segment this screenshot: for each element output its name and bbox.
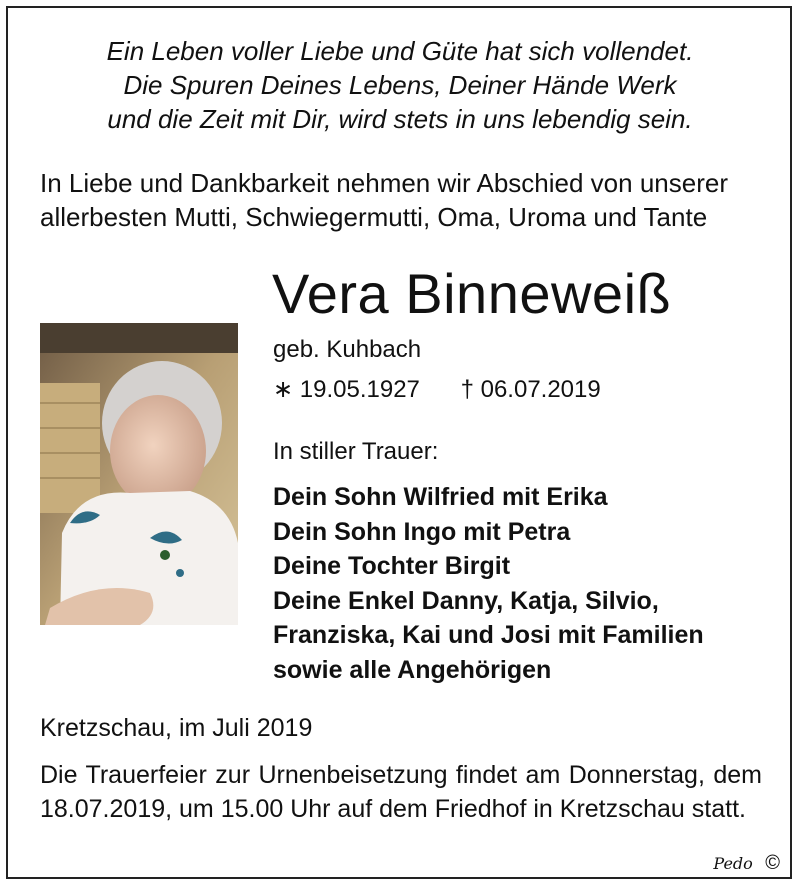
mourner-line: Deine Tochter Birgit bbox=[273, 552, 511, 580]
poem bbox=[0, 34, 800, 136]
intro-line: In Liebe und Dankbarkeit nehmen wir Abschied von unserer bbox=[40, 168, 728, 198]
intro-text bbox=[40, 166, 728, 234]
life-dates bbox=[273, 372, 601, 408]
poem-line: und die Zeit mit Dir, wird stets in uns lebendig sein. bbox=[107, 104, 693, 134]
mourner-line: Franziska, Kai und Josi mit Familien bbox=[273, 621, 704, 649]
mourner-line: Dein Sohn Ingo mit Petra bbox=[273, 517, 571, 546]
intro-line: allerbesten Mutti, Schwiegermutti, Oma, Uroma und Tante bbox=[40, 202, 708, 232]
death-cross-icon: † bbox=[460, 376, 474, 403]
mourners-list bbox=[273, 480, 704, 687]
place-date: Kretzschau, im Juli 2019 bbox=[40, 714, 313, 742]
mourner-line: Deine Enkel Danny, Katja, Silvio, bbox=[273, 586, 659, 615]
deceased-name: Vera Binneweiß bbox=[272, 262, 672, 325]
mourner-line: Dein Sohn Wilfried mit Erika bbox=[273, 483, 608, 511]
publisher-signature bbox=[713, 852, 780, 875]
birth-name: geb. Kuhbach bbox=[273, 336, 422, 363]
signature-text: Pedo bbox=[713, 854, 753, 873]
birth-star-icon: ∗ bbox=[273, 376, 294, 403]
portrait-photo bbox=[40, 323, 238, 625]
copyright-icon: © bbox=[765, 852, 780, 874]
ceremony-info: Die Trauerfeier zur Urnenbeisetzung findet am Donnerstag, dem 18.07.2019, um 15.00 Uhr auf dem Friedhof in Kretzschau statt. bbox=[40, 761, 762, 823]
birth-date: 19.05.1927 bbox=[299, 376, 420, 403]
poem-line: Die Spuren Deines Lebens, Deiner Hände Werk bbox=[123, 70, 677, 100]
mourner-line: sowie alle Angehörigen bbox=[273, 655, 552, 684]
grief-heading: In stiller Trauer: bbox=[273, 438, 439, 465]
poem-line: Ein Leben voller Liebe und Güte hat sich vollendet. bbox=[106, 36, 694, 66]
death-date: 06.07.2019 bbox=[480, 376, 601, 403]
